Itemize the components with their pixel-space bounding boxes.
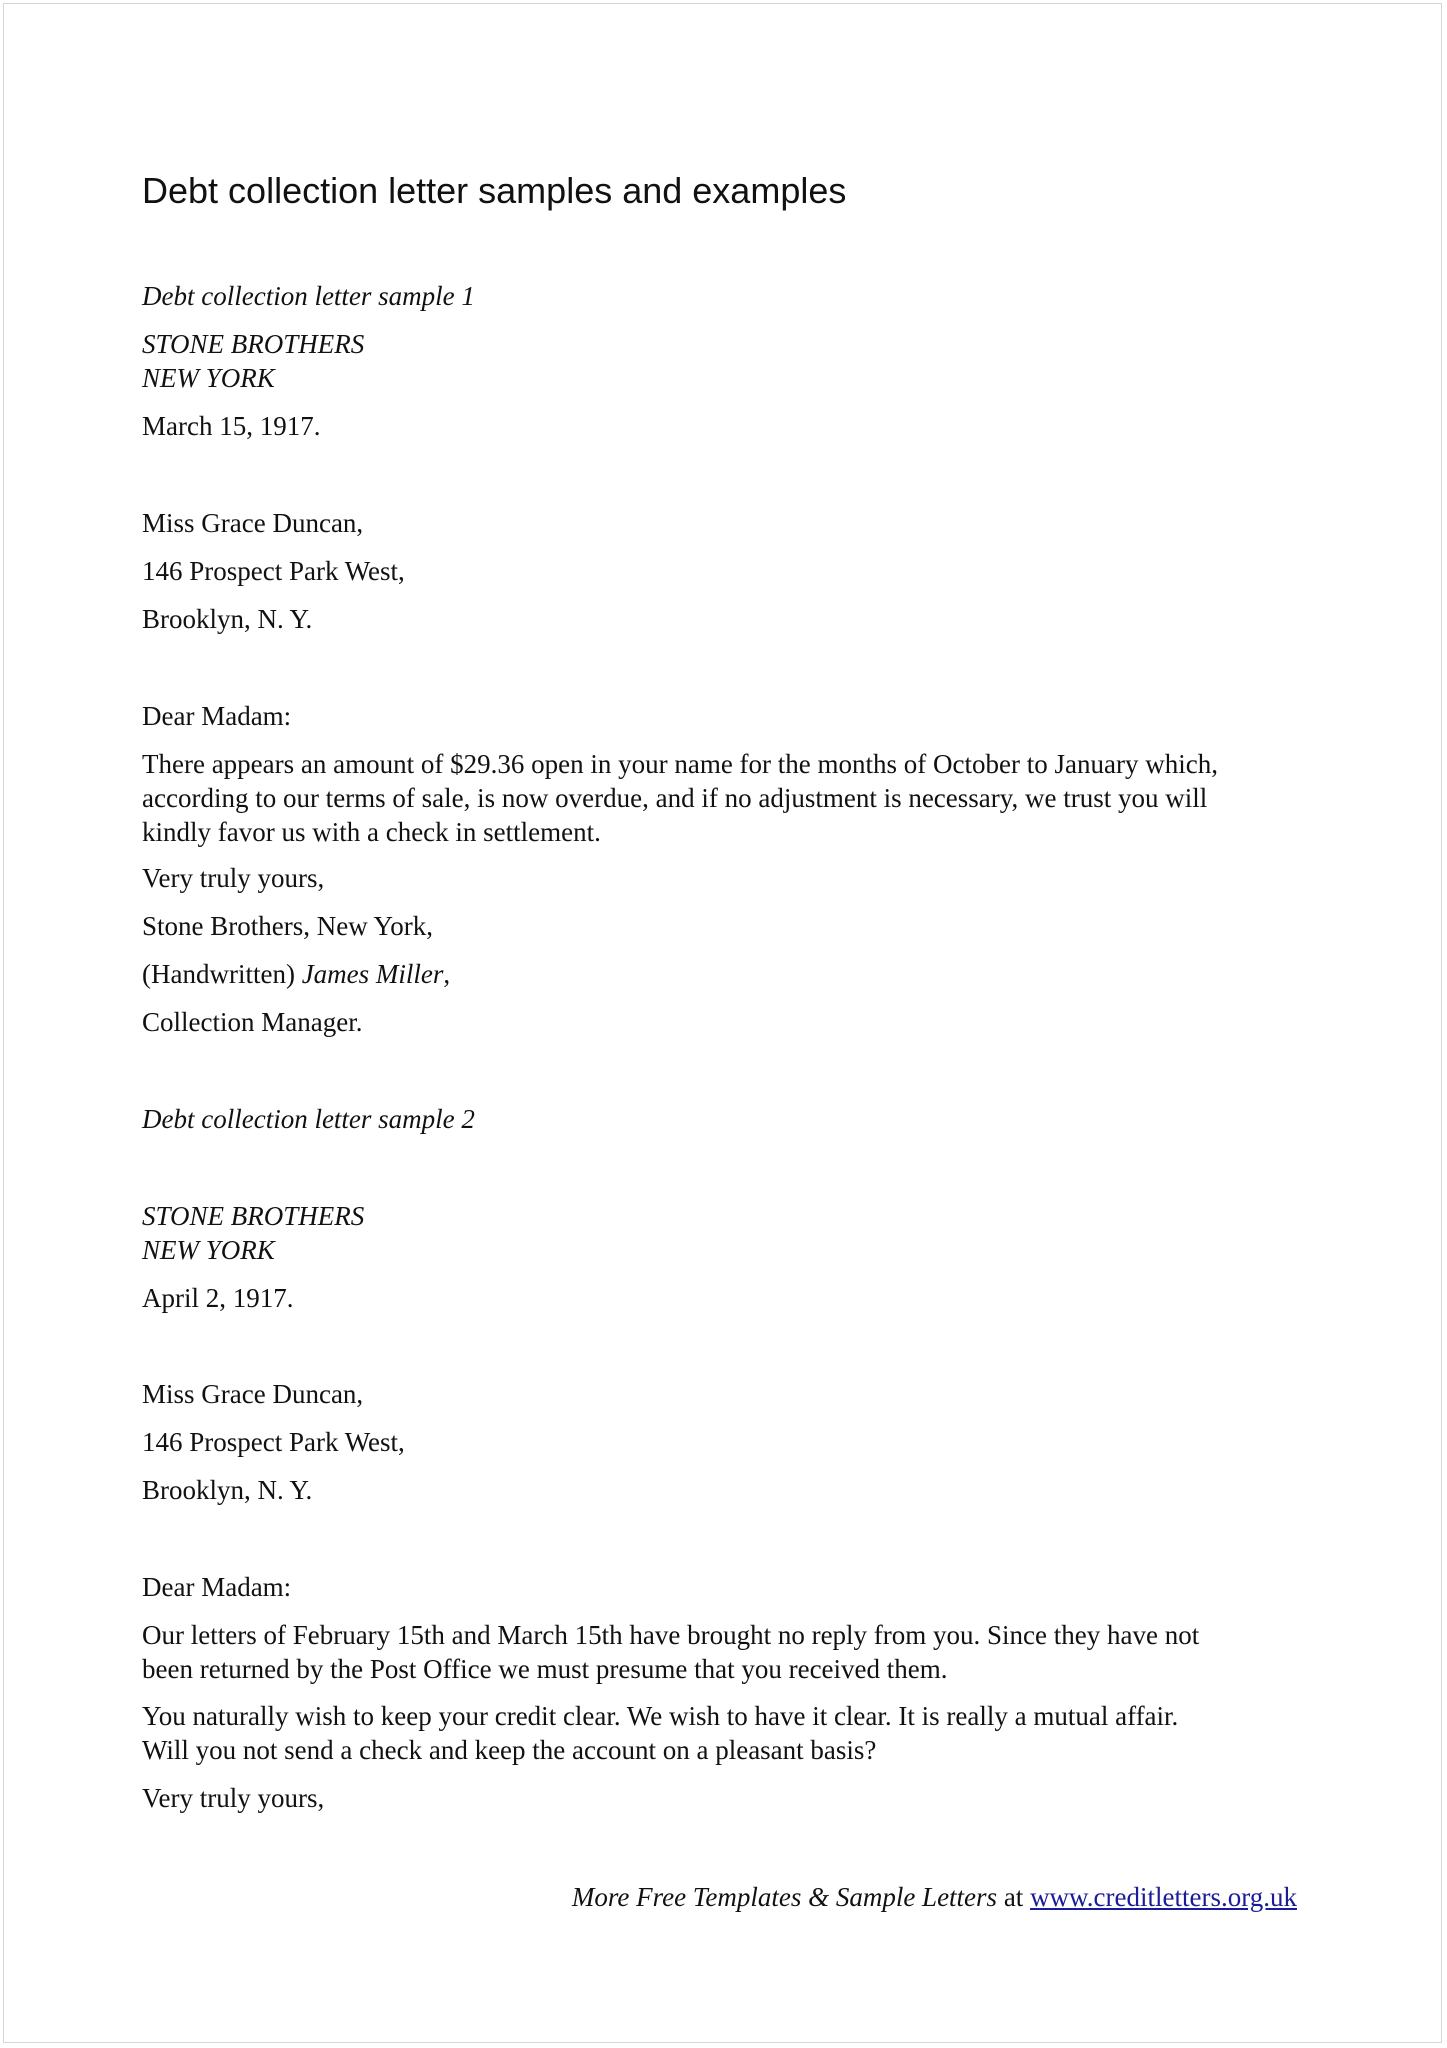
sample1-company-line2: NEW YORK <box>142 363 275 393</box>
sample2-paragraph2 <box>142 1699 1322 1767</box>
sample1-body <box>142 747 1322 849</box>
sample1-heading: Debt collection letter sample 1 <box>142 281 475 311</box>
sample1-company-line1: STONE BROTHERS <box>142 329 365 359</box>
sample1-recipient-street: 146 Prospect Park West, <box>142 556 405 586</box>
sample2-recipient-city: Brooklyn, N. Y. <box>142 1475 313 1505</box>
signature-prefix: (Handwritten) <box>142 959 302 989</box>
sample2-date: April 2, 1917. <box>142 1283 294 1313</box>
sample1-body-line: kindly favor us with a check in settlement. <box>142 817 601 847</box>
footer-at: at <box>997 1882 1031 1912</box>
footer-website-link[interactable]: www.creditletters.org.uk <box>1030 1882 1297 1912</box>
signature-suffix: , <box>443 959 451 989</box>
document-page <box>3 3 1442 2043</box>
sample2-recipient-street: 146 Prospect Park West, <box>142 1427 405 1457</box>
sample1-signature <box>142 957 450 991</box>
signature-name: James Miller <box>301 959 444 989</box>
sample2-recipient-name: Miss Grace Duncan, <box>142 1379 364 1409</box>
sample2-paragraph2-line: Will you not send a check and keep the account on a pleasant basis? <box>142 1735 877 1765</box>
sample1-signoff-company: Stone Brothers, New York, <box>142 911 434 941</box>
sample1-body-line: There appears an amount of $29.36 open in your name for the months of October to January which, <box>142 749 1218 779</box>
sample2-company-line2: NEW YORK <box>142 1235 275 1265</box>
sample2-paragraph1-line: Our letters of February 15th and March 15th have brought no reply from you. Since they have not <box>142 1620 1200 1650</box>
sample2-paragraph2-line: You naturally wish to keep your credit clear. We wish to have it clear. It is really a mutual affair. <box>142 1701 1179 1731</box>
sample1-date: March 15, 1917. <box>142 411 321 441</box>
sample1-body-line: according to our terms of sale, is now overdue, and if no adjustment is necessary, we trust you will <box>142 783 1208 813</box>
sample2-salutation: Dear Madam: <box>142 1572 292 1602</box>
sample2-paragraph1 <box>142 1618 1322 1686</box>
sample2-closing: Very truly yours, <box>142 1783 325 1813</box>
sample1-recipient-city: Brooklyn, N. Y. <box>142 604 313 634</box>
sample1-closing: Very truly yours, <box>142 863 325 893</box>
sample1-recipient-name: Miss Grace Duncan, <box>142 508 364 538</box>
sample1-signer-title: Collection Manager. <box>142 1007 363 1037</box>
sample2-company-line1: STONE BROTHERS <box>142 1201 365 1231</box>
page-title: Debt collection letter samples and examples <box>142 170 847 211</box>
sample1-salutation: Dear Madam: <box>142 701 292 731</box>
footer-text: More Free Templates & Sample Letters <box>571 1882 998 1912</box>
sample2-heading: Debt collection letter sample 2 <box>142 1104 475 1134</box>
footer <box>572 1880 1297 1914</box>
sample2-paragraph1-line: been returned by the Post Office we must presume that you received them. <box>142 1654 948 1684</box>
